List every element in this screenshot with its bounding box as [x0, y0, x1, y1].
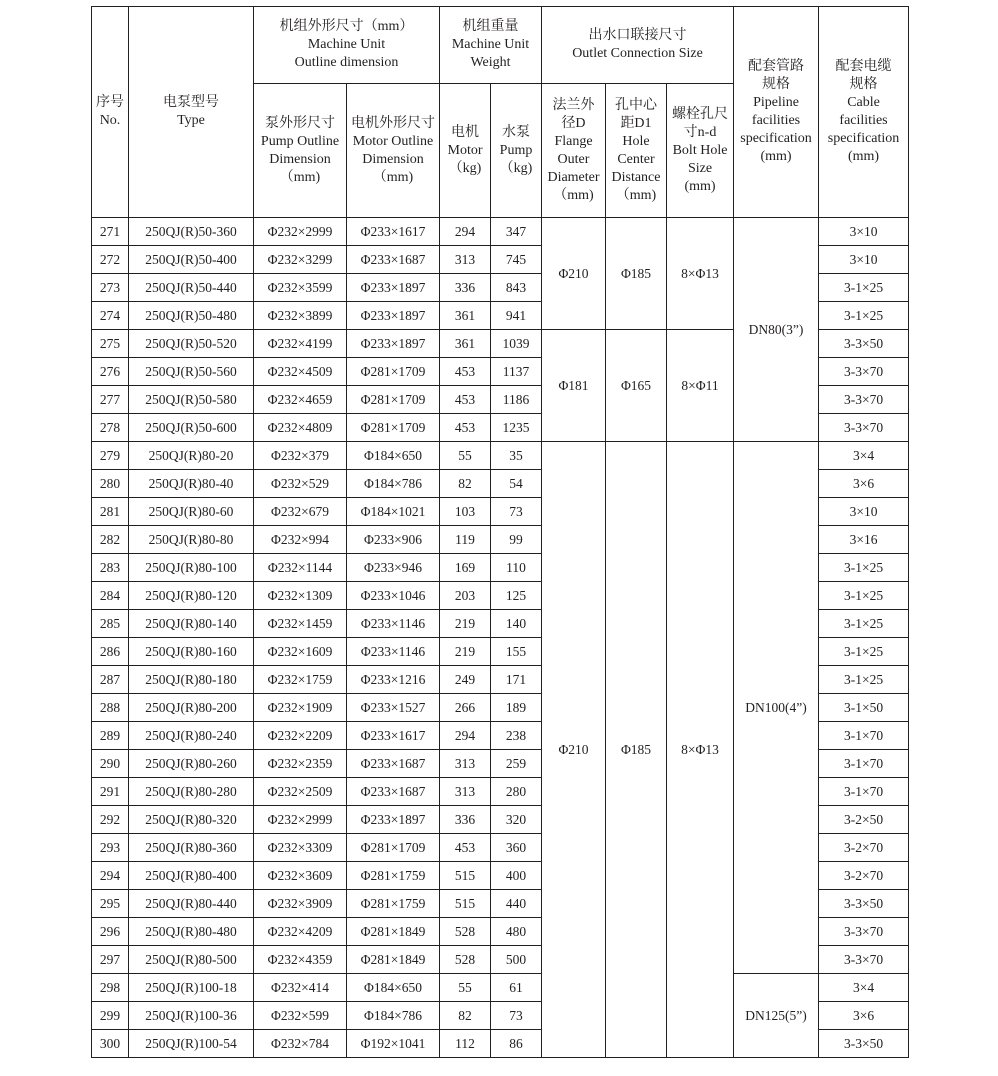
cell-motor-weight: 361 — [440, 330, 491, 358]
cell-cable: 3-3×50 — [819, 1030, 909, 1058]
cell-flange: Φ181 — [542, 330, 606, 442]
cell-type: 250QJ(R)80-60 — [129, 498, 254, 526]
header-outlet: 出水口联接尺寸 Outlet Connection Size — [542, 7, 734, 84]
cell-cable: 3-2×70 — [819, 862, 909, 890]
cell-type: 250QJ(R)50-480 — [129, 302, 254, 330]
cell-no: 297 — [92, 946, 129, 974]
cell-pump-weight: 61 — [491, 974, 542, 1002]
cell-motor-outline: Φ184×786 — [347, 470, 440, 498]
cell-pump-weight: 140 — [491, 610, 542, 638]
cell-pump-outline: Φ232×2509 — [254, 778, 347, 806]
cell-no: 293 — [92, 834, 129, 862]
header-no: 序号 No. — [92, 7, 129, 218]
cell-pump-outline: Φ232×4509 — [254, 358, 347, 386]
cell-pump-outline: Φ232×1759 — [254, 666, 347, 694]
cell-pump-weight: 155 — [491, 638, 542, 666]
cell-pump-weight: 171 — [491, 666, 542, 694]
cell-motor-weight: 82 — [440, 470, 491, 498]
cell-type: 250QJ(R)80-80 — [129, 526, 254, 554]
cell-pump-outline: Φ232×379 — [254, 442, 347, 470]
cell-type: 250QJ(R)80-480 — [129, 918, 254, 946]
cell-no: 290 — [92, 750, 129, 778]
cell-pump-outline: Φ232×784 — [254, 1030, 347, 1058]
cell-cable: 3×10 — [819, 246, 909, 274]
cell-pump-outline: Φ232×3599 — [254, 274, 347, 302]
cell-no: 299 — [92, 1002, 129, 1030]
cell-flange: Φ210 — [542, 218, 606, 330]
cell-motor-outline: Φ233×1897 — [347, 302, 440, 330]
cell-motor-outline: Φ233×1216 — [347, 666, 440, 694]
cell-motor-outline: Φ281×1709 — [347, 414, 440, 442]
cell-pump-outline: Φ232×1309 — [254, 582, 347, 610]
header-hole: 孔中心 距D1 Hole Center Distance （mm) — [606, 84, 667, 218]
cell-pump-weight: 99 — [491, 526, 542, 554]
cell-cable: 3-3×70 — [819, 358, 909, 386]
cell-cable: 3×16 — [819, 526, 909, 554]
cell-type: 250QJ(R)50-400 — [129, 246, 254, 274]
cell-cable: 3-3×50 — [819, 330, 909, 358]
cell-bolt: 8×Φ11 — [667, 330, 734, 442]
cell-pump-weight: 73 — [491, 498, 542, 526]
header-flange: 法兰外 径D Flange Outer Diameter （mm) — [542, 84, 606, 218]
header-motor-outline: 电机外形尺寸 Motor Outline Dimension （mm) — [347, 84, 440, 218]
cell-bolt: 8×Φ13 — [667, 218, 734, 330]
table-row — [92, 218, 909, 246]
cell-pump-outline: Φ232×4199 — [254, 330, 347, 358]
cell-cable: 3-1×25 — [819, 554, 909, 582]
cell-no: 281 — [92, 498, 129, 526]
cell-motor-outline: Φ233×1146 — [347, 638, 440, 666]
cell-type: 250QJ(R)80-320 — [129, 806, 254, 834]
cell-pump-weight: 1039 — [491, 330, 542, 358]
cell-motor-outline: Φ192×1041 — [347, 1030, 440, 1058]
cell-motor-outline: Φ233×1897 — [347, 806, 440, 834]
cell-motor-weight: 336 — [440, 274, 491, 302]
cell-no: 300 — [92, 1030, 129, 1058]
cell-pump-outline: Φ232×3309 — [254, 834, 347, 862]
cell-motor-weight: 55 — [440, 442, 491, 470]
cell-type: 250QJ(R)80-100 — [129, 554, 254, 582]
cell-motor-weight: 169 — [440, 554, 491, 582]
cell-pump-outline: Φ232×4659 — [254, 386, 347, 414]
cell-no: 279 — [92, 442, 129, 470]
cell-type: 250QJ(R)80-160 — [129, 638, 254, 666]
header-weight: 机组重量 Machine Unit Weight — [440, 7, 542, 84]
cell-cable: 3-1×70 — [819, 778, 909, 806]
cell-no: 298 — [92, 974, 129, 1002]
cell-motor-weight: 219 — [440, 638, 491, 666]
cell-cable: 3-1×25 — [819, 610, 909, 638]
cell-flange: Φ210 — [542, 442, 606, 1058]
header-type: 电泵型号 Type — [129, 7, 254, 218]
cell-cable: 3×10 — [819, 498, 909, 526]
cell-motor-outline: Φ281×1849 — [347, 918, 440, 946]
cell-pump-outline: Φ232×679 — [254, 498, 347, 526]
cell-cable: 3×10 — [819, 218, 909, 246]
cell-cable: 3-1×25 — [819, 638, 909, 666]
cell-pump-outline: Φ232×414 — [254, 974, 347, 1002]
cell-pump-weight: 843 — [491, 274, 542, 302]
cell-no: 294 — [92, 862, 129, 890]
cell-type: 250QJ(R)100-18 — [129, 974, 254, 1002]
cell-no: 288 — [92, 694, 129, 722]
cell-hole: Φ165 — [606, 330, 667, 442]
cell-type: 250QJ(R)50-360 — [129, 218, 254, 246]
cell-pump-weight: 238 — [491, 722, 542, 750]
cell-no: 271 — [92, 218, 129, 246]
cell-motor-weight: 528 — [440, 946, 491, 974]
cell-no: 295 — [92, 890, 129, 918]
cell-no: 284 — [92, 582, 129, 610]
cell-no: 282 — [92, 526, 129, 554]
cell-motor-weight: 515 — [440, 862, 491, 890]
cell-pipeline: DN80(3”) — [734, 218, 819, 442]
cell-motor-weight: 55 — [440, 974, 491, 1002]
cell-motor-outline: Φ233×1527 — [347, 694, 440, 722]
cell-pipeline: DN125(5”) — [734, 974, 819, 1058]
cell-pump-outline: Φ232×3899 — [254, 302, 347, 330]
cell-type: 250QJ(R)80-240 — [129, 722, 254, 750]
cell-pump-outline: Φ232×1909 — [254, 694, 347, 722]
cell-pump-weight: 360 — [491, 834, 542, 862]
cell-type: 250QJ(R)80-180 — [129, 666, 254, 694]
cell-no: 287 — [92, 666, 129, 694]
cell-no: 276 — [92, 358, 129, 386]
cell-cable: 3-3×70 — [819, 918, 909, 946]
cell-motor-weight: 313 — [440, 246, 491, 274]
cell-cable: 3-1×25 — [819, 302, 909, 330]
cell-pump-outline: Φ232×2359 — [254, 750, 347, 778]
cell-motor-outline: Φ233×1146 — [347, 610, 440, 638]
cell-pump-weight: 320 — [491, 806, 542, 834]
pump-spec-table — [91, 6, 909, 1058]
cell-motor-weight: 203 — [440, 582, 491, 610]
cell-pipeline: DN100(4”) — [734, 442, 819, 974]
cell-motor-outline: Φ233×906 — [347, 526, 440, 554]
cell-motor-weight: 249 — [440, 666, 491, 694]
cell-cable: 3-3×70 — [819, 946, 909, 974]
table-body — [92, 218, 909, 1058]
cell-no: 286 — [92, 638, 129, 666]
cell-type: 250QJ(R)80-280 — [129, 778, 254, 806]
cell-no: 291 — [92, 778, 129, 806]
cell-pump-outline: Φ232×1609 — [254, 638, 347, 666]
cell-pump-weight: 941 — [491, 302, 542, 330]
cell-pump-weight: 86 — [491, 1030, 542, 1058]
cell-motor-weight: 103 — [440, 498, 491, 526]
cell-no: 283 — [92, 554, 129, 582]
cell-cable: 3-1×70 — [819, 750, 909, 778]
cell-pump-outline: Φ232×2999 — [254, 218, 347, 246]
cell-no: 275 — [92, 330, 129, 358]
cell-motor-weight: 82 — [440, 1002, 491, 1030]
cell-motor-outline: Φ233×1687 — [347, 246, 440, 274]
cell-pump-weight: 110 — [491, 554, 542, 582]
cell-pump-weight: 480 — [491, 918, 542, 946]
cell-motor-outline: Φ184×1021 — [347, 498, 440, 526]
cell-cable: 3-1×25 — [819, 666, 909, 694]
cell-motor-weight: 361 — [440, 302, 491, 330]
header-pump-outline: 泵外形尺寸 Pump Outline Dimension （mm) — [254, 84, 347, 218]
header-pipeline: 配套管路 规格 Pipeline facilities specification (mm) — [734, 7, 819, 218]
cell-motor-weight: 294 — [440, 722, 491, 750]
cell-pump-weight: 35 — [491, 442, 542, 470]
cell-pump-outline: Φ232×4809 — [254, 414, 347, 442]
cell-pump-outline: Φ232×3299 — [254, 246, 347, 274]
header-bolt: 螺栓孔尺 寸n-d Bolt Hole Size (mm) — [667, 84, 734, 218]
cell-type: 250QJ(R)100-36 — [129, 1002, 254, 1030]
cell-type: 250QJ(R)50-520 — [129, 330, 254, 358]
cell-pump-weight: 54 — [491, 470, 542, 498]
cell-no: 285 — [92, 610, 129, 638]
cell-cable: 3-3×70 — [819, 414, 909, 442]
header-motor-weight: 电机 Motor （kg) — [440, 84, 491, 218]
cell-pump-outline: Φ232×1144 — [254, 554, 347, 582]
cell-type: 250QJ(R)80-360 — [129, 834, 254, 862]
cell-no: 289 — [92, 722, 129, 750]
cell-pump-outline: Φ232×529 — [254, 470, 347, 498]
cell-pump-weight: 189 — [491, 694, 542, 722]
cell-pump-weight: 1137 — [491, 358, 542, 386]
cell-cable: 3×6 — [819, 1002, 909, 1030]
cell-no: 278 — [92, 414, 129, 442]
cell-pump-outline: Φ232×4209 — [254, 918, 347, 946]
cell-motor-weight: 528 — [440, 918, 491, 946]
cell-pump-outline: Φ232×3609 — [254, 862, 347, 890]
header-outline: 机组外形尺寸（mm） Machine Unit Outline dimension — [254, 7, 440, 84]
cell-type: 250QJ(R)100-54 — [129, 1030, 254, 1058]
cell-cable: 3-2×70 — [819, 834, 909, 862]
cell-type: 250QJ(R)80-260 — [129, 750, 254, 778]
cell-cable: 3-3×70 — [819, 386, 909, 414]
cell-motor-outline: Φ233×1687 — [347, 778, 440, 806]
cell-motor-outline: Φ233×1897 — [347, 274, 440, 302]
cell-pump-weight: 440 — [491, 890, 542, 918]
cell-type: 250QJ(R)80-200 — [129, 694, 254, 722]
cell-motor-outline: Φ281×1709 — [347, 834, 440, 862]
cell-motor-outline: Φ233×946 — [347, 554, 440, 582]
cell-pump-weight: 73 — [491, 1002, 542, 1030]
cell-motor-outline: Φ281×1849 — [347, 946, 440, 974]
cell-motor-outline: Φ281×1759 — [347, 862, 440, 890]
table-row — [92, 442, 909, 470]
cell-motor-outline: Φ281×1759 — [347, 890, 440, 918]
cell-no: 272 — [92, 246, 129, 274]
cell-bolt: 8×Φ13 — [667, 442, 734, 1058]
cell-no: 277 — [92, 386, 129, 414]
cell-pump-weight: 259 — [491, 750, 542, 778]
cell-pump-outline: Φ232×599 — [254, 1002, 347, 1030]
cell-motor-weight: 266 — [440, 694, 491, 722]
cell-type: 250QJ(R)50-600 — [129, 414, 254, 442]
cell-pump-weight: 745 — [491, 246, 542, 274]
cell-motor-weight: 453 — [440, 358, 491, 386]
cell-motor-weight: 453 — [440, 414, 491, 442]
cell-pump-weight: 125 — [491, 582, 542, 610]
cell-cable: 3-1×70 — [819, 722, 909, 750]
cell-motor-outline: Φ233×1687 — [347, 750, 440, 778]
cell-pump-outline: Φ232×4359 — [254, 946, 347, 974]
cell-cable: 3-1×25 — [819, 274, 909, 302]
cell-cable: 3×4 — [819, 442, 909, 470]
cell-cable: 3-2×50 — [819, 806, 909, 834]
cell-pump-outline: Φ232×1459 — [254, 610, 347, 638]
cell-type: 250QJ(R)50-580 — [129, 386, 254, 414]
cell-motor-weight: 294 — [440, 218, 491, 246]
cell-cable: 3×6 — [819, 470, 909, 498]
cell-motor-outline: Φ184×650 — [347, 974, 440, 1002]
cell-pump-outline: Φ232×3909 — [254, 890, 347, 918]
cell-motor-weight: 336 — [440, 806, 491, 834]
cell-motor-weight: 453 — [440, 386, 491, 414]
cell-pump-outline: Φ232×2999 — [254, 806, 347, 834]
header-cable: 配套电缆 规格 Cable facilities specification (mm) — [819, 7, 909, 218]
cell-no: 273 — [92, 274, 129, 302]
header-pump-weight: 水泵 Pump （kg) — [491, 84, 542, 218]
cell-no: 280 — [92, 470, 129, 498]
cell-type: 250QJ(R)50-560 — [129, 358, 254, 386]
cell-pump-weight: 347 — [491, 218, 542, 246]
cell-motor-outline: Φ233×1617 — [347, 722, 440, 750]
cell-no: 292 — [92, 806, 129, 834]
cell-pump-weight: 500 — [491, 946, 542, 974]
table-row — [92, 974, 909, 1002]
cell-no: 296 — [92, 918, 129, 946]
cell-hole: Φ185 — [606, 442, 667, 1058]
cell-pump-outline: Φ232×994 — [254, 526, 347, 554]
cell-pump-weight: 1186 — [491, 386, 542, 414]
cell-motor-weight: 119 — [440, 526, 491, 554]
cell-type: 250QJ(R)80-20 — [129, 442, 254, 470]
cell-motor-outline: Φ233×1617 — [347, 218, 440, 246]
cell-type: 250QJ(R)80-40 — [129, 470, 254, 498]
cell-type: 250QJ(R)80-400 — [129, 862, 254, 890]
cell-motor-weight: 515 — [440, 890, 491, 918]
cell-motor-outline: Φ281×1709 — [347, 386, 440, 414]
cell-motor-weight: 313 — [440, 778, 491, 806]
cell-hole: Φ185 — [606, 218, 667, 330]
cell-type: 250QJ(R)80-120 — [129, 582, 254, 610]
cell-pump-weight: 280 — [491, 778, 542, 806]
cell-motor-weight: 453 — [440, 834, 491, 862]
cell-pump-weight: 400 — [491, 862, 542, 890]
cell-motor-outline: Φ233×1897 — [347, 330, 440, 358]
cell-pump-weight: 1235 — [491, 414, 542, 442]
cell-type: 250QJ(R)80-440 — [129, 890, 254, 918]
cell-cable: 3-1×50 — [819, 694, 909, 722]
cell-pump-outline: Φ232×2209 — [254, 722, 347, 750]
cell-motor-weight: 313 — [440, 750, 491, 778]
cell-motor-outline: Φ233×1046 — [347, 582, 440, 610]
cell-no: 274 — [92, 302, 129, 330]
cell-cable: 3-3×50 — [819, 890, 909, 918]
cell-motor-outline: Φ184×650 — [347, 442, 440, 470]
cell-motor-outline: Φ184×786 — [347, 1002, 440, 1030]
cell-cable: 3-1×25 — [819, 582, 909, 610]
cell-motor-weight: 112 — [440, 1030, 491, 1058]
cell-cable: 3×4 — [819, 974, 909, 1002]
cell-type: 250QJ(R)80-140 — [129, 610, 254, 638]
cell-type: 250QJ(R)80-500 — [129, 946, 254, 974]
cell-motor-outline: Φ281×1709 — [347, 358, 440, 386]
cell-type: 250QJ(R)50-440 — [129, 274, 254, 302]
cell-motor-weight: 219 — [440, 610, 491, 638]
